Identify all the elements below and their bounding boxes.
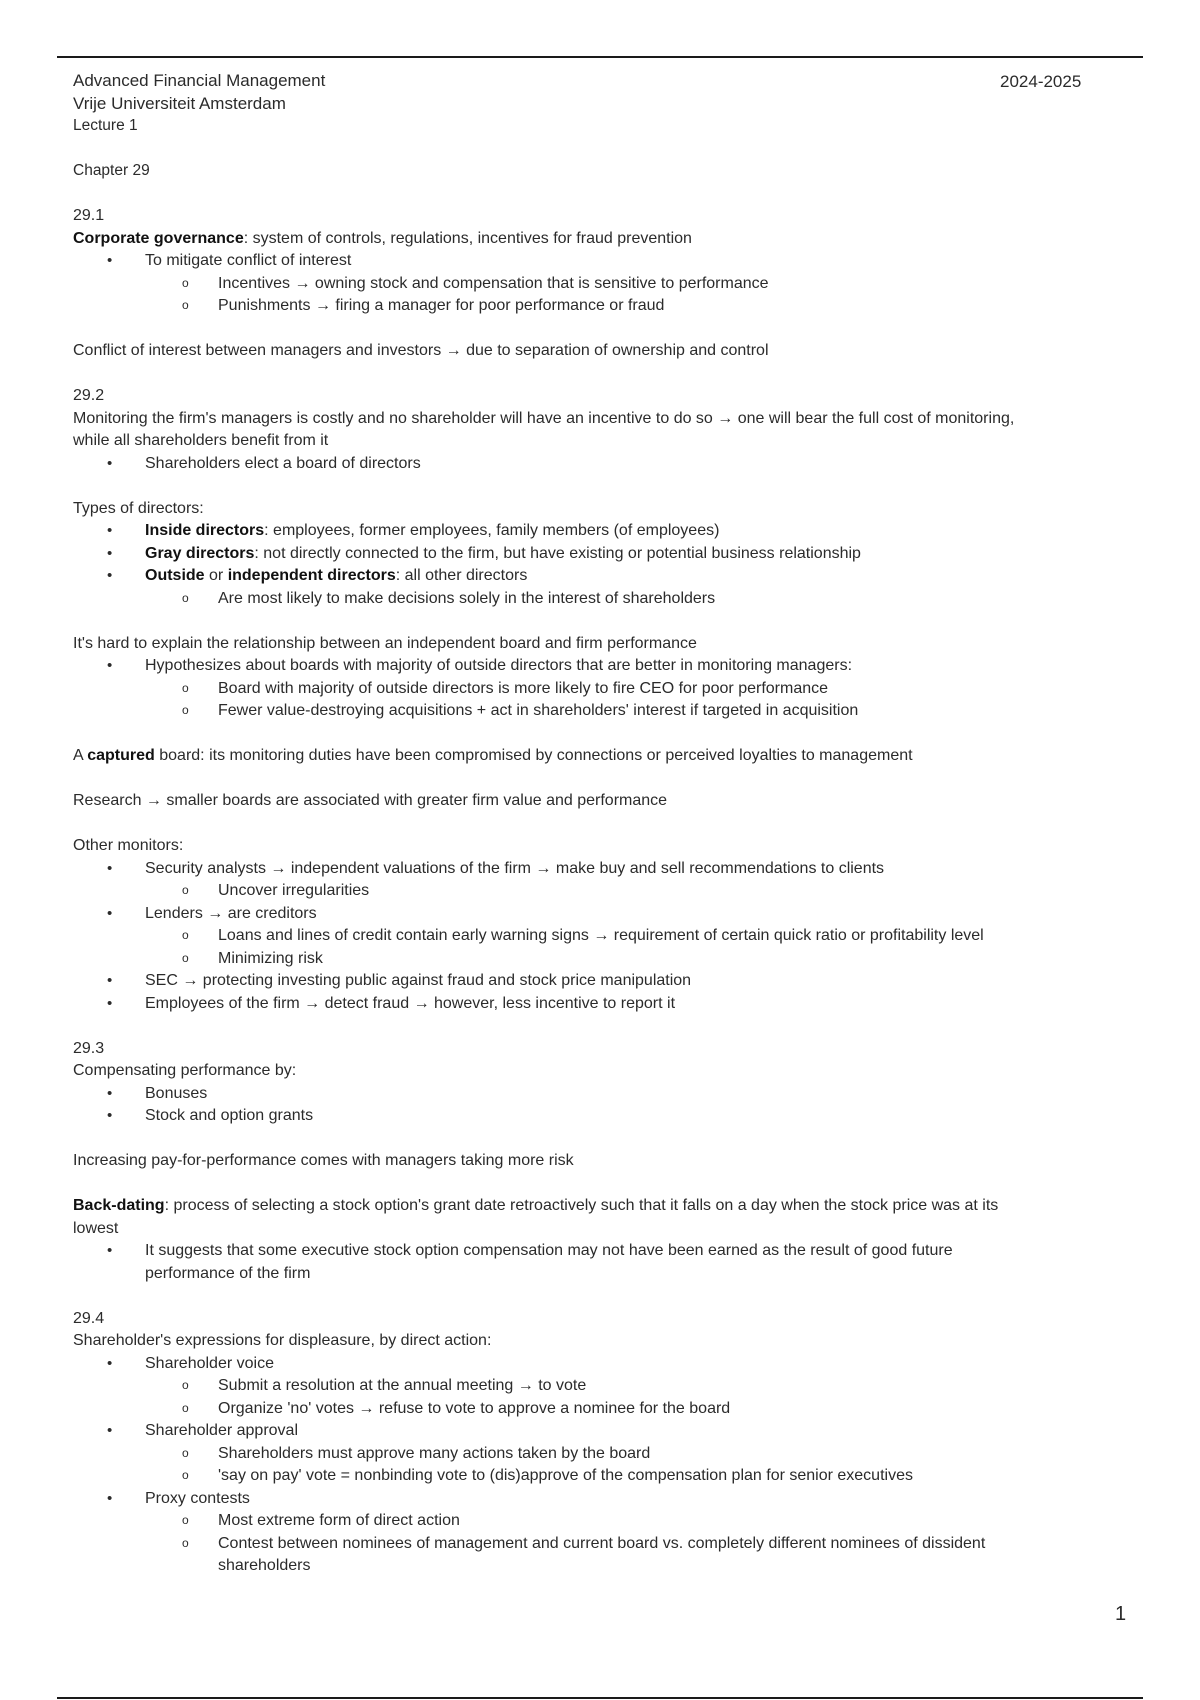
bullet-item: • Shareholder approval	[73, 1420, 1113, 1443]
paragraph: Shareholder's expressions for displeasure, by direct action:	[73, 1332, 492, 1349]
section-number-29-1: 29.1	[73, 207, 105, 224]
bullet-item: • Employees of the firm → detect fraud → however, less incentive to report it	[73, 993, 1113, 1016]
sub-bullet-item: o Shareholders must approve many actions taken by the board	[73, 1443, 1113, 1466]
bullet-item: • Shareholders elect a board of directors	[73, 453, 1113, 476]
lecture-label: Lecture 1	[73, 117, 138, 134]
bullet-item: • To mitigate conflict of interest	[73, 250, 1113, 273]
paragraph: A captured board: its monitoring duties have been compromised by connections or perceived loyalties to management	[73, 747, 913, 764]
bullet-item: • Bonuses	[73, 1083, 1113, 1106]
sub-bullet-item: o Board with majority of outside directors is more likely to fire CEO for poor performance	[73, 678, 1113, 701]
bullet-item: • Security analysts → independent valuations of the firm → make buy and sell recommendations to clients	[73, 858, 1113, 881]
bullet-item: • It suggests that some executive stock option compensation may not have been earned as the result of good future	[73, 1240, 1113, 1263]
bullet-item: • Inside directors: employees, former employees, family members (of employees)	[73, 520, 1113, 543]
document-body	[73, 70, 1113, 1578]
course-title: Advanced Financial Management	[73, 71, 326, 90]
university-name: Vrije Universiteit Amsterdam	[73, 93, 286, 113]
section-number-29-2: 29.2	[73, 387, 105, 404]
paragraph: It's hard to explain the relationship between an independent board and firm performance	[73, 634, 697, 652]
paragraph: Types of directors:	[73, 499, 204, 517]
bullet-item: • Proxy contests	[73, 1488, 1113, 1511]
sub-bullet-item: o Fewer value-destroying acquisitions + act in shareholders' interest if targeted in acquisition	[73, 700, 1113, 723]
sub-bullet-item: o Minimizing risk	[73, 948, 1113, 971]
paragraph-line: Monitoring the firm's managers is costly and no shareholder will have an incentive to do so → one will bear the full cost of monitoring,	[73, 409, 1015, 427]
paragraph: Compensating performance by:	[73, 1062, 297, 1079]
sub-bullet-item: o Contest between nominees of management and current board vs. completely different nominees of dissident	[73, 1533, 1113, 1556]
sub-bullet-item: o Punishments → firing a manager for poor performance or fraud	[73, 295, 1113, 318]
sub-bullet-item: o Most extreme form of direct action	[73, 1510, 1113, 1533]
sub-bullet-item: o Loans and lines of credit contain early warning signs → requirement of certain quick ratio or profitability level	[73, 925, 1113, 948]
paragraph: Research → smaller boards are associated with greater firm value and performance	[73, 792, 668, 809]
paragraph-line: lowest	[73, 1219, 119, 1237]
paragraph-line: while all shareholders benefit from it	[73, 432, 329, 449]
bullet-continuation: performance of the firm	[145, 1264, 311, 1282]
sub-bullet-item: o Organize 'no' votes → refuse to vote to approve a nominee for the board	[73, 1398, 1113, 1421]
definition-corporate-governance: Corporate governance: system of controls, regulations, incentives for fraud prevention	[73, 229, 692, 247]
paragraph: Conflict of interest between managers and investors → due to separation of ownership and control	[73, 342, 769, 359]
section-number-29-4: 29.4	[73, 1309, 105, 1327]
sub-bullet-continuation: shareholders	[218, 1557, 311, 1574]
chapter-label: Chapter 29	[73, 162, 150, 179]
definition-back-dating: Back-dating: process of selecting a stock option's grant date retroactively such that it falls on a day when the stock price was at its	[73, 1197, 999, 1214]
sub-bullet-item: o 'say on pay' vote = nonbinding vote to (dis)approve of the compensation plan for senior executives	[73, 1465, 1113, 1488]
section-number-29-3: 29.3	[73, 1039, 105, 1057]
bottom-rule	[57, 1697, 1143, 1699]
sub-bullet-item: o Submit a resolution at the annual meeting → to vote	[73, 1375, 1113, 1398]
sub-bullet-item: o Uncover irregularities	[73, 880, 1113, 903]
top-rule	[57, 56, 1143, 58]
sub-bullet-item: o Incentives → owning stock and compensation that is sensitive to performance	[73, 273, 1113, 296]
paragraph: Other monitors:	[73, 837, 184, 854]
bullet-item: • Gray directors: not directly connected to the firm, but have existing or potential business relationship	[73, 543, 1113, 566]
bullet-item: • Hypothesizes about boards with majority of outside directors that are better in monitoring managers:	[73, 655, 1113, 678]
sub-bullet-item: o Are most likely to make decisions solely in the interest of shareholders	[73, 588, 1113, 611]
header-year: 2024-2025	[1000, 72, 1082, 91]
paragraph: Increasing pay-for-performance comes with managers taking more risk	[73, 1152, 574, 1169]
bullet-item: • Outside or independent directors: all other directors	[73, 565, 1113, 588]
term: Corporate governance	[73, 229, 244, 247]
page-number: 1	[1115, 1603, 1127, 1625]
bullet-item: • SEC → protecting investing public against fraud and stock price manipulation	[73, 970, 1113, 993]
bullet-item: • Lenders → are creditors	[73, 903, 1113, 926]
bullet-item: • Stock and option grants	[73, 1105, 1113, 1128]
bullet-item: • Shareholder voice	[73, 1353, 1113, 1376]
